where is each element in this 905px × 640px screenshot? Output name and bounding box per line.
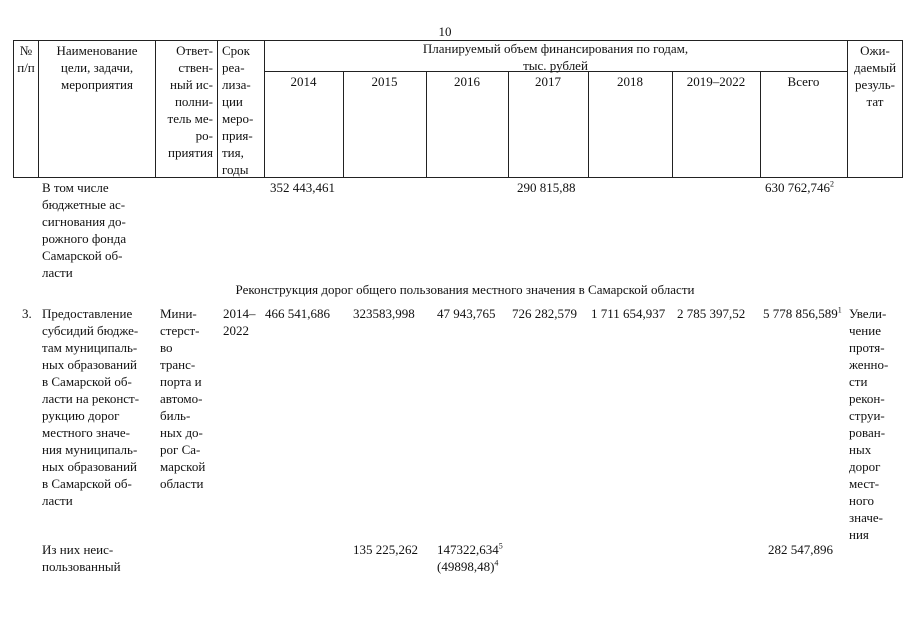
row-unused-2016: 147322,634$^5$ $(49898,48)^4$ xyxy=(437,541,503,574)
header-name: Наименование цели, задачи, мероприятия xyxy=(56,43,138,92)
row-unused-total: 282 547,896 xyxy=(768,542,833,557)
row-unused-2015: 135 225,262 xyxy=(353,542,418,557)
row-budget-total: 630 762,746$^2$ xyxy=(765,179,834,195)
row3-2015: 323583,998 xyxy=(353,306,415,321)
header-term: Срок реа- лиза- ции меро- прия- тия, годы xyxy=(222,43,254,177)
row3-term: 2014– 2022 xyxy=(223,306,256,338)
section-title: Реконструкция дорог общего пользования местного значения в Самарской области xyxy=(235,282,695,297)
header-total: Всего xyxy=(787,74,820,89)
row-unused-name: Из них неис- пользованный xyxy=(42,542,121,574)
row-budget-2017: 290 815,88 xyxy=(517,180,576,195)
row3-2018: 1 711 654,937 xyxy=(591,306,666,321)
row3-2016: 47 943,765 xyxy=(437,306,496,321)
header-funding-title: Планируемый объем финансирования по годам, тыс. рублей xyxy=(422,41,689,73)
header-year-2019-2022: 2019–2022 xyxy=(686,74,746,89)
row3-2017: 726 282,579 xyxy=(512,306,577,321)
row3-num: 3. xyxy=(22,306,32,321)
col-border xyxy=(217,40,218,177)
row3-2014: 466 541,686 xyxy=(265,306,330,321)
row3-2019-2022: 2 785 397,52 xyxy=(677,306,746,321)
header-num: № п/п xyxy=(17,43,35,75)
header-result: Ожи- даемый резуль- тат xyxy=(853,43,897,109)
row3-total: 5 778 856,589$^1$ xyxy=(763,305,842,321)
row3-result: Увели- чение протя- женно- сти рекон- струи- рован- ных дорог мест- ного значе- ния xyxy=(849,306,889,542)
row-budget-name: В том числе бюджетные ас- сигнования до- рожного фонда Самарской об- ласти xyxy=(42,180,127,280)
header-year-2018: 2018 xyxy=(617,74,643,89)
row3-name: Предоставление субсидий бюдже- там муниципаль- ных образований в Самарской об- ласти на реконст- рукцию дорог местного значе- ния муниципаль- ных образований в Самарской об- ласти xyxy=(42,306,140,508)
header-year-2017: 2017 xyxy=(535,74,561,89)
row-budget-2014: 352 443,461 xyxy=(270,180,335,195)
header-year-2015: 2015 xyxy=(371,74,398,89)
header-bottom-border xyxy=(13,177,903,178)
page-number: 10 xyxy=(438,24,452,39)
header-year-2016: 2016 xyxy=(454,74,480,89)
row3-executor: Мини- стерст- во транс- порта и автомо- биль- ных до- рог Са- марской области xyxy=(160,306,206,491)
header-year-2014: 2014 xyxy=(290,74,317,89)
header-executor: Ответ- ствен- ный ис- полни- тель ме- ро- приятия xyxy=(167,43,213,160)
